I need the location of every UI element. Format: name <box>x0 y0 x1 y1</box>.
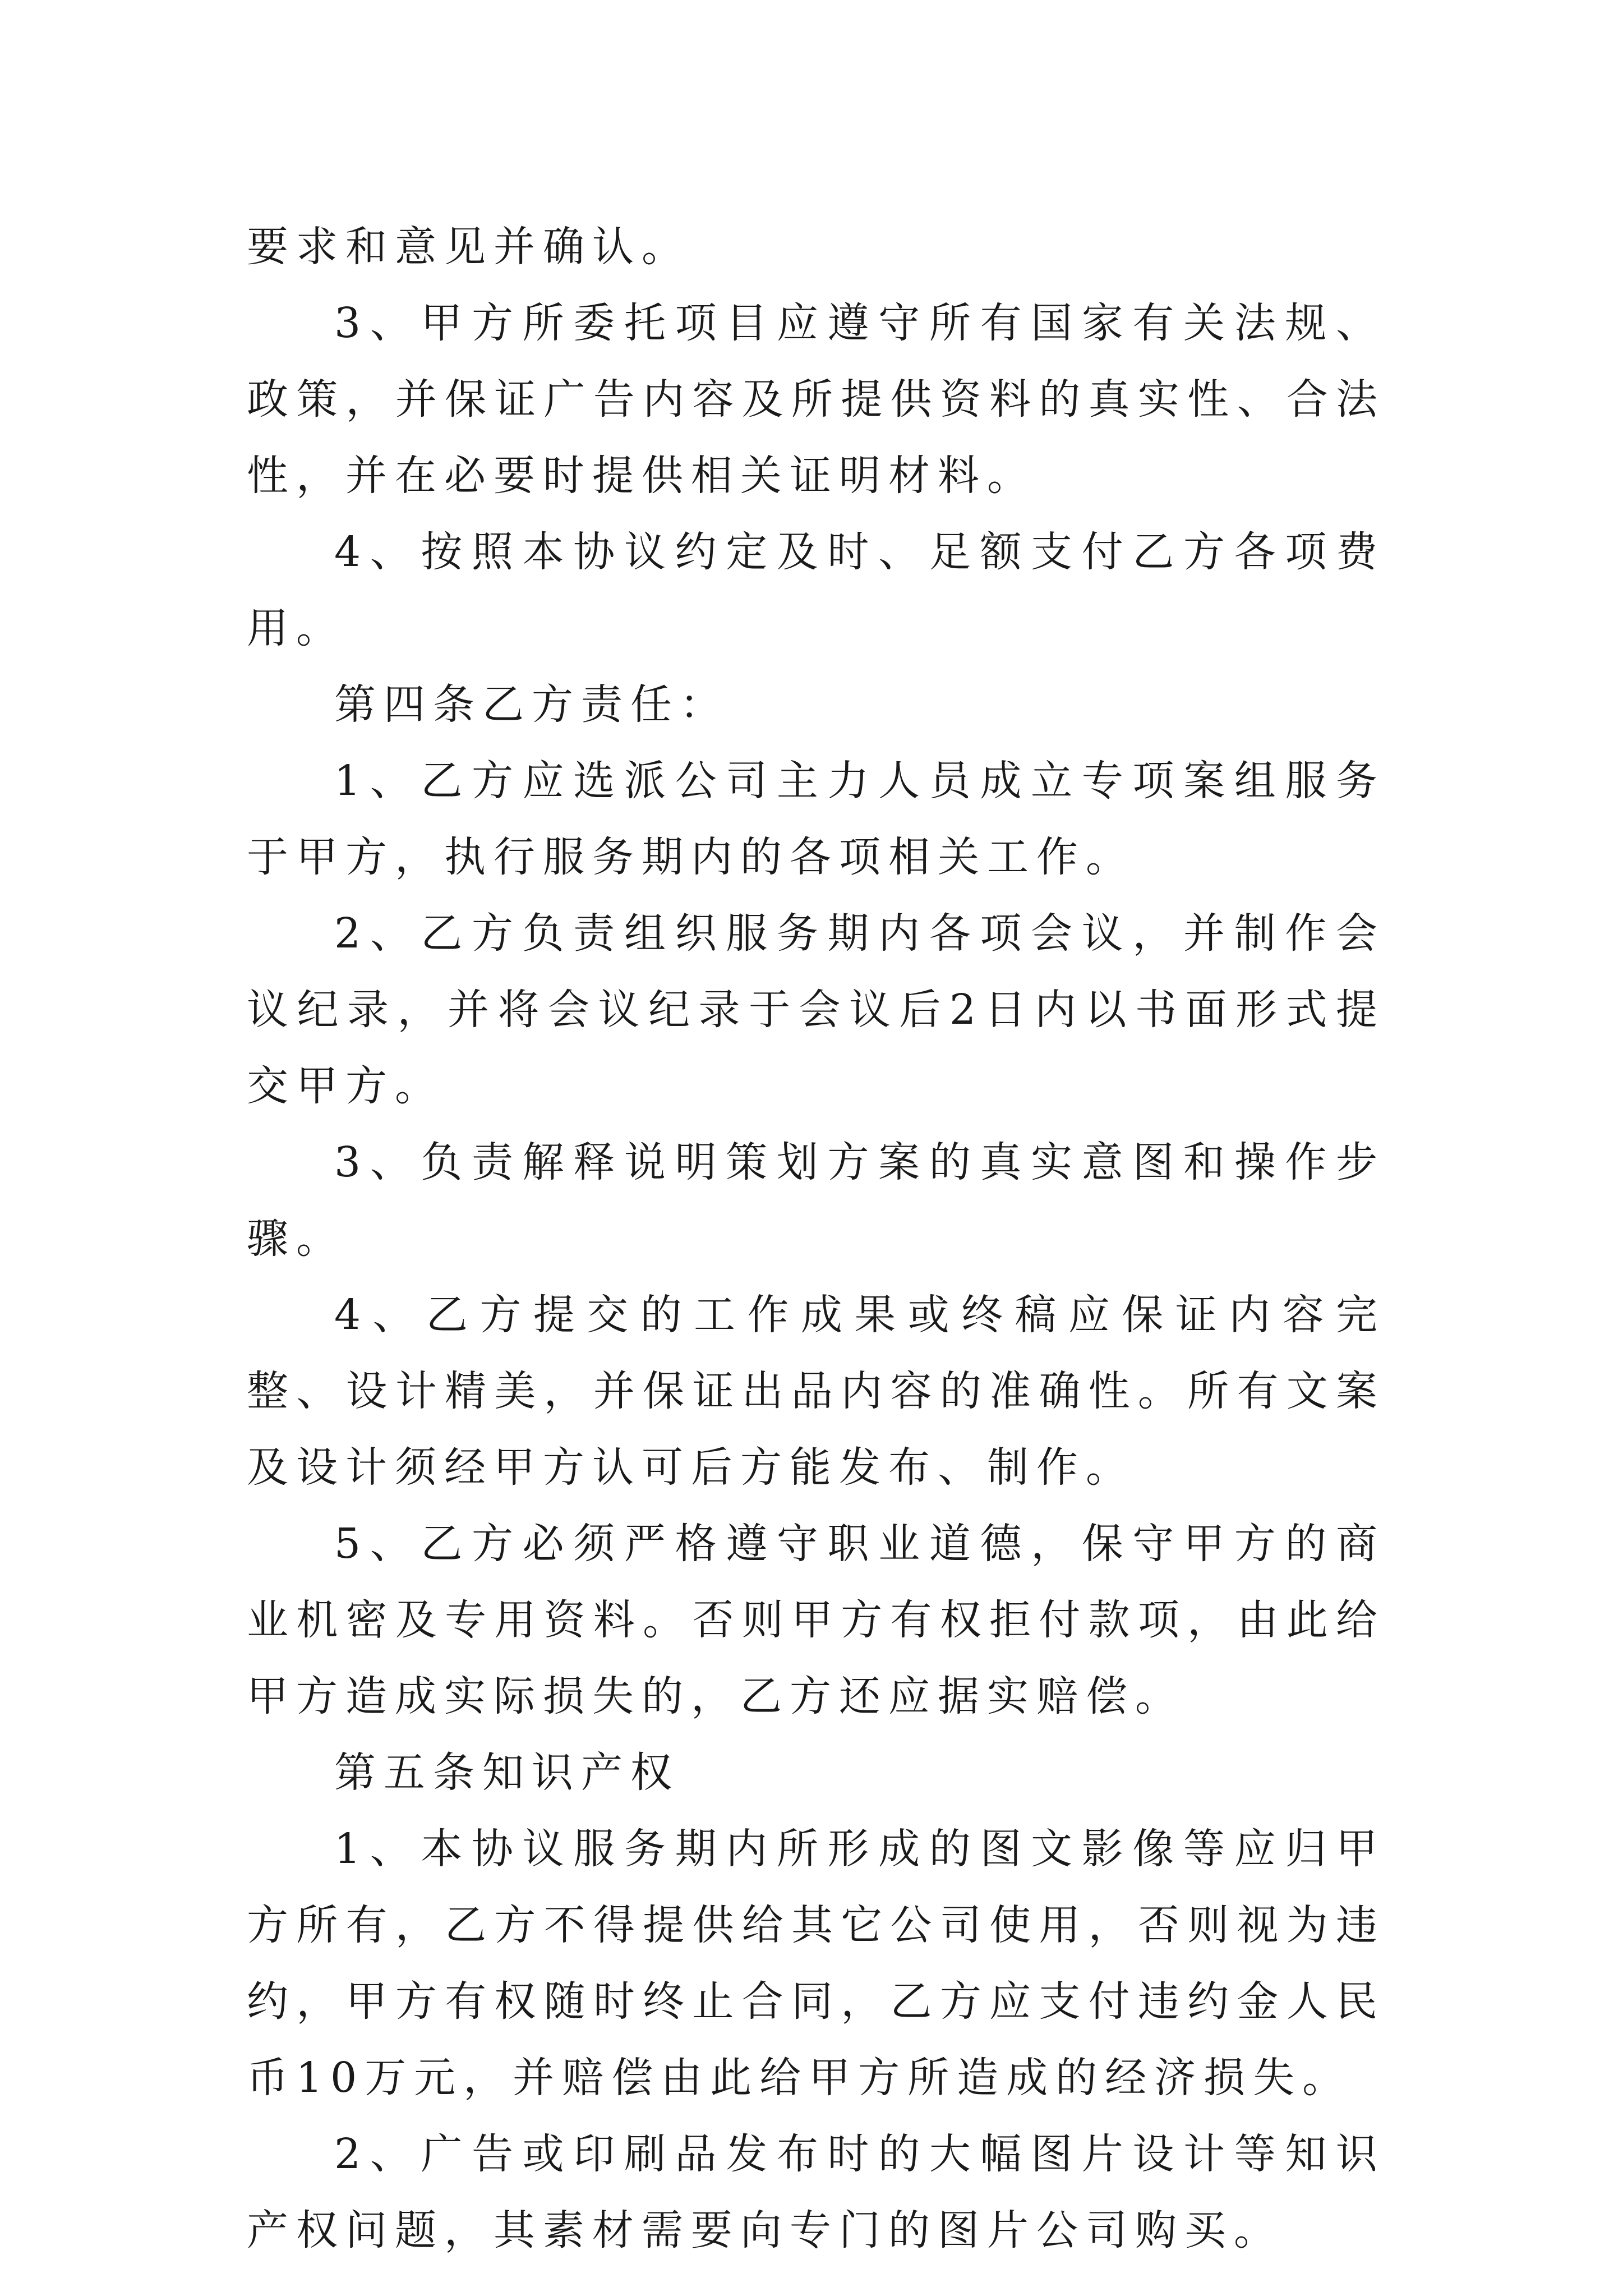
paragraph: 4、按照本协议约定及时、足额支付乙方各项费用。 <box>247 528 1385 652</box>
paragraph: 3、甲方所委托项目应遵守所有国家有关法规、政策，并保证广告内容及所提供资料的真实性、合法性，并在必要时提供相关证明材料。 <box>247 299 1385 500</box>
paragraph: 2、乙方负责组织服务期内各项会议，并制作会议纪录，并将会议纪录于会议后2日内以书面形式提交甲方。 <box>247 909 1385 1110</box>
paragraph: 5、乙方必须严格遵守职业道德，保守甲方的商业机密及专用资料。否则甲方有权拒付款项，由此给甲方造成实际损失的，乙方还应据实赔偿。 <box>247 1520 1385 1720</box>
paragraph: 4、乙方提交的工作成果或终稿应保证内容完整、设计精美，并保证出品内容的准确性。所有文案及设计须经甲方认可后方能发布、制作。 <box>247 1291 1385 1492</box>
paragraph: 1、乙方应选派公司主力人员成立专项案组服务于甲方，执行服务期内的各项相关工作。 <box>247 757 1385 881</box>
paragraph: 要求和意见并确认。 <box>247 223 691 271</box>
document-body <box>247 209 1385 2269</box>
paragraph: 2、广告或印刷品发布时的大幅图片设计等知识产权问题，其素材需要向专门的图片公司购买。 <box>247 2130 1385 2254</box>
paragraph: 3、负责解释说明策划方案的真实意图和操作步骤。 <box>247 1138 1385 1263</box>
section-heading: 第四条乙方责任： <box>334 680 729 729</box>
paragraph: 1、本协议服务期内所形成的图文影像等应归甲方所有，乙方不得提供给其它公司使用，否则视为违约，甲方有权随时终止合同，乙方应支付违约金人民币10万元，并赔偿由此给甲方所造成的经济损失。 <box>247 1825 1385 2102</box>
section-heading: 第五条知识产权 <box>334 1749 680 1797</box>
